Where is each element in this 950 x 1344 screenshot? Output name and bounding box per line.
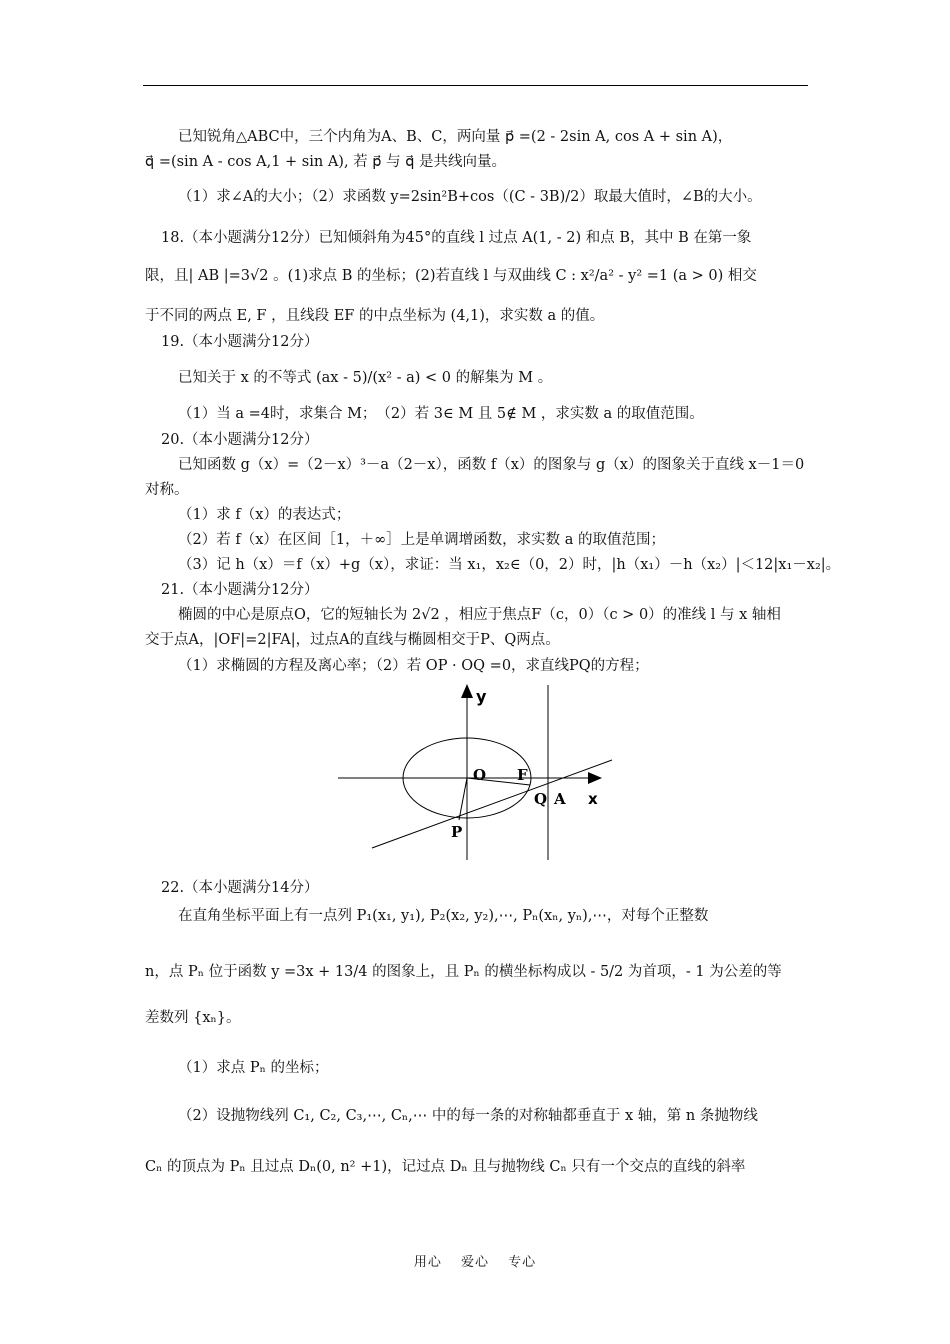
text-line: n，点 Pₙ 位于函数 y =3x + 13/4 的图象上，且 Pₙ 的横坐标构成以 - 5/2 为首项，- 1 为公差的等 (145, 964, 782, 980)
text-line: 已知函数 g（x）=（2－x）³－a（2－x），函数 f（x）的图象与 g（x）的图象关于直线 x－1＝0 (178, 457, 805, 473)
text-line: 交于点A，|OF|=2|FA|，过点A的直线与椭圆相交于P、Q两点。 (145, 632, 560, 648)
text-line: （1）求椭圆的方程及离心率；（2）若 OP · OQ =0，求直线PQ的方程； (178, 658, 649, 674)
text-line: 18.（本小题满分12分）已知倾斜角为45°的直线 l 过点 A(1, - 2) 和点 B，其中 B 在第一象 (161, 230, 752, 246)
text-line: （3）记 h（x）＝f（x）+g（x），求证：当 x₁，x₂∈（0，2）时，|h（x₁）－h（x₂）|＜12|x₁－x₂|。 (178, 557, 841, 573)
label-y: y (476, 687, 487, 706)
text-line: （1）求点 Pₙ 的坐标； (178, 1060, 329, 1076)
text-line: 差数列 {xₙ}。 (145, 1010, 241, 1026)
line-pq (372, 760, 612, 848)
text-line: 22.（本小题满分14分） (161, 880, 319, 896)
label-f: F (517, 766, 528, 784)
y-axis-arrow-icon (461, 684, 473, 698)
text-line: 限，且| AB |=3√2 。(1)求点 B 的坐标；(2)若直线 l 与双曲线 C : x²/a² - y² =1 (a > 0) 相交 (145, 268, 757, 284)
text-line: 椭圆的中心是原点O，它的短轴长为 2√2 ，相应于焦点F（c，0）（c > 0）的准线 l 与 x 轴相 (178, 607, 781, 623)
text-line: （2）设抛物线列 C₁, C₂, C₃,⋯, Cₙ,⋯ 中的每一条的对称轴都垂直于 x 轴，第 n 条抛物线 (178, 1108, 758, 1124)
label-p: P (451, 823, 463, 841)
text-line: 在直角坐标平面上有一点列 P₁(x₁, y₁), P₂(x₂, y₂),⋯, Pₙ(xₙ, yₙ),⋯，对每个正整数 (178, 908, 709, 924)
text-line: 于不同的两点 E, F ，且线段 EF 的中点坐标为 (4,1)，求实数 a 的值。 (145, 308, 605, 324)
x-axis-arrow-icon (588, 772, 602, 784)
label-x: x (588, 790, 598, 808)
header-rule (143, 85, 808, 86)
text-line: 21.（本小题满分12分） (161, 582, 319, 598)
text-line: （1）求 f（x）的表达式； (178, 507, 351, 523)
text-line: 对称。 (145, 482, 189, 498)
text-line: 已知关于 x 的不等式 (ax - 5)/(x² - a) < 0 的解集为 M 。 (178, 370, 553, 386)
label-o: O (473, 766, 487, 784)
text-line: （1）求∠A的大小；（2）求函数 y=2sin²B+cos（(C - 3B)/2）取最大值时，∠B的大小。 (178, 189, 762, 205)
text-line: 19.（本小题满分12分） (161, 334, 319, 350)
text-line: 已知锐角△ABC中，三个内角为A、B、C，两向量 p⃗ =(2 - 2sin A, cos A + sin A)， (178, 129, 733, 145)
text-line: （2）若 f（x）在区间［1，＋∞］上是单调增函数，求实数 a 的取值范围； (178, 532, 666, 548)
text-line: Cₙ 的顶点为 Pₙ 且过点 Dₙ(0, n² +1)，记过点 Dₙ 且与抛物线 Cₙ 只有一个交点的直线的斜率 (145, 1159, 746, 1175)
ellipse-figure (330, 680, 620, 870)
text-line: 20.（本小题满分12分） (161, 432, 319, 448)
page-footer: 用心 爱心 专心 (413, 1255, 537, 1270)
text-line: （1）当 a =4时，求集合 M； （2）若 3∈ M 且 5∉ M ，求实数 a 的取值范围。 (178, 406, 704, 422)
label-a: A (554, 790, 566, 808)
label-q: Q (534, 790, 548, 808)
text-line: q⃗ =(sin A - cos A,1 + sin A), 若 p⃗ 与 q⃗ 是共线向量。 (145, 154, 507, 170)
